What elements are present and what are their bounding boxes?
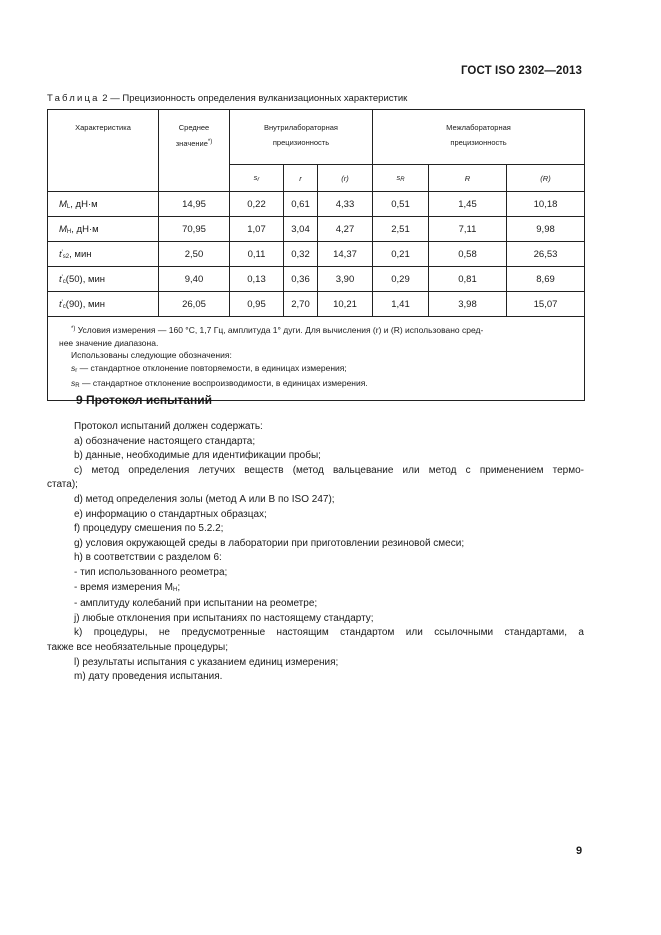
cell-mean: 2,50 xyxy=(159,242,230,267)
caption-text: — Прецизионность определения вулканизационных характеристик xyxy=(110,93,408,104)
cell-mean: 26,05 xyxy=(159,292,230,317)
list-item: c) метод определения летучих веществ (метод вальцевание или метод с применением термо- xyxy=(74,464,584,476)
cell-r: 0,61 xyxy=(284,192,318,217)
cell-R: 7,11 xyxy=(429,217,507,242)
header-inter: Межлабораторная прецизионность xyxy=(373,110,585,165)
list-item: - тип использованного реометра; xyxy=(74,566,228,578)
cell-mean: 70,95 xyxy=(159,217,230,242)
note-line: $s_R$ — стандартное отклонение воспроизводимости, в единицах измерения. xyxy=(71,378,368,389)
cell-R: 1,45 xyxy=(429,192,507,217)
cell-R: 3,98 xyxy=(429,292,507,317)
list-item: стата); xyxy=(47,479,78,491)
note-line: $s_r$ — стандартное отклонение повторяемости, в единицах измерения; xyxy=(71,362,347,374)
precision-table xyxy=(47,109,585,401)
subheader-R-rel: (R) xyxy=(507,165,585,192)
list-item: е) информацию о стандартных образцах; xyxy=(74,508,267,520)
cell-R-rel: 10,18 xyxy=(507,192,585,217)
note-line: Использованы следующие обозначения: xyxy=(71,350,232,360)
cell-r-rel: 14,37 xyxy=(318,242,373,267)
list-item: h) в соответствии с разделом 6: xyxy=(74,552,222,564)
cell-R: 0,81 xyxy=(429,267,507,292)
list-item: - время измерения $M_H$; xyxy=(74,581,181,593)
list-item: k) процедуры, не предусмотренные настоящим стандартом или ссылочными стандартами, а xyxy=(74,627,584,639)
cell-R-rel: 15,07 xyxy=(507,292,585,317)
cell-sR: 0,21 xyxy=(373,242,429,267)
cell-sr: 0,22 xyxy=(230,192,284,217)
table-row xyxy=(48,217,585,242)
section-intro: Протокол испытаний должен содержать: xyxy=(74,421,263,432)
table-footnote xyxy=(48,317,585,401)
header-mean: Среднее значение*) xyxy=(159,110,230,192)
cell-sR: 0,29 xyxy=(373,267,429,292)
row-label: $t'_{s2}$, мин xyxy=(48,242,159,267)
section-title: 9 Протокол испытаний xyxy=(76,393,212,407)
note-line: нее значение диапазона. xyxy=(59,337,159,348)
list-item: l) результаты испытания с указанием единиц измерения; xyxy=(74,656,339,668)
table-row xyxy=(48,242,585,267)
document-id: ГОСТ ISO 2302—2013 xyxy=(460,65,582,77)
row-label: $M_H$, дН·м xyxy=(48,217,159,242)
row-label: $t'_c(90)$, мин xyxy=(48,292,159,317)
list-item: j) любые отклонения при испытаниях по настоящему стандарту; xyxy=(74,612,374,624)
cell-R-rel: 8,69 xyxy=(507,267,585,292)
subheader-sr: $s_r$ xyxy=(230,165,284,192)
cell-R-rel: 26,53 xyxy=(507,242,585,267)
row-label: $t'_c(50)$, мин xyxy=(48,267,159,292)
cell-r: 0,32 xyxy=(284,242,318,267)
page-number: 9 xyxy=(576,845,583,857)
row-label: $M_L$, дН·м xyxy=(48,192,159,217)
cell-sR: 0,51 xyxy=(373,192,429,217)
header-characteristic: Характеристика xyxy=(48,110,159,192)
cell-r: 3,04 xyxy=(284,217,318,242)
cell-r-rel: 4,33 xyxy=(318,192,373,217)
cell-r: 0,36 xyxy=(284,267,318,292)
caption-label: Таблица xyxy=(47,93,100,104)
header-intra: Внутрилабораторная прецизионность xyxy=(230,110,373,165)
subheader-R: R xyxy=(429,165,507,192)
cell-r-rel: 3,90 xyxy=(318,267,373,292)
table-note-row xyxy=(48,317,585,401)
list-item: f) процедуру смешения по 5.2.2; xyxy=(74,523,224,535)
subheader-sR: $s_R$ xyxy=(373,165,429,192)
cell-sr: 0,11 xyxy=(230,242,284,267)
list-item: а) обозначение настоящего стандарта; xyxy=(74,435,256,447)
list-item: m) дату проведения испытания. xyxy=(74,671,223,683)
cell-R: 0,58 xyxy=(429,242,507,267)
table-row xyxy=(48,292,585,317)
caption-number: 2 xyxy=(102,93,108,104)
cell-sr: 1,07 xyxy=(230,217,284,242)
section-body xyxy=(47,420,584,685)
table-row xyxy=(48,192,585,217)
cell-sR: 2,51 xyxy=(373,217,429,242)
table-caption xyxy=(47,93,407,104)
cell-mean: 14,95 xyxy=(159,192,230,217)
cell-sr: 0,13 xyxy=(230,267,284,292)
table-header-row xyxy=(48,110,585,165)
list-item: d) метод определения золы (метод А или В по ISO 247); xyxy=(74,493,335,505)
table-row xyxy=(48,267,585,292)
cell-r-rel: 10,21 xyxy=(318,292,373,317)
subheader-r: r xyxy=(284,165,318,192)
cell-sR: 1,41 xyxy=(373,292,429,317)
list-item: также все необязательные процедуры; xyxy=(47,641,229,653)
list-item: - амплитуду колебаний при испытании на реометре; xyxy=(74,598,318,610)
subheader-r-rel: (r) xyxy=(318,165,373,192)
cell-r-rel: 4,27 xyxy=(318,217,373,242)
note-line: *) Условия измерения — 160 °С, 1,7 Гц, амплитуда 1° дуги. Для вычисления (r) и (R) использовано сред- xyxy=(71,325,484,335)
list-item: g) условия окружающей среды в лаборатории при приготовлении резиновой смеси; xyxy=(74,537,465,549)
cell-sr: 0,95 xyxy=(230,292,284,317)
list-item: b) данные, необходимые для идентификации пробы; xyxy=(74,450,321,462)
cell-mean: 9,40 xyxy=(159,267,230,292)
cell-r: 2,70 xyxy=(284,292,318,317)
cell-R-rel: 9,98 xyxy=(507,217,585,242)
